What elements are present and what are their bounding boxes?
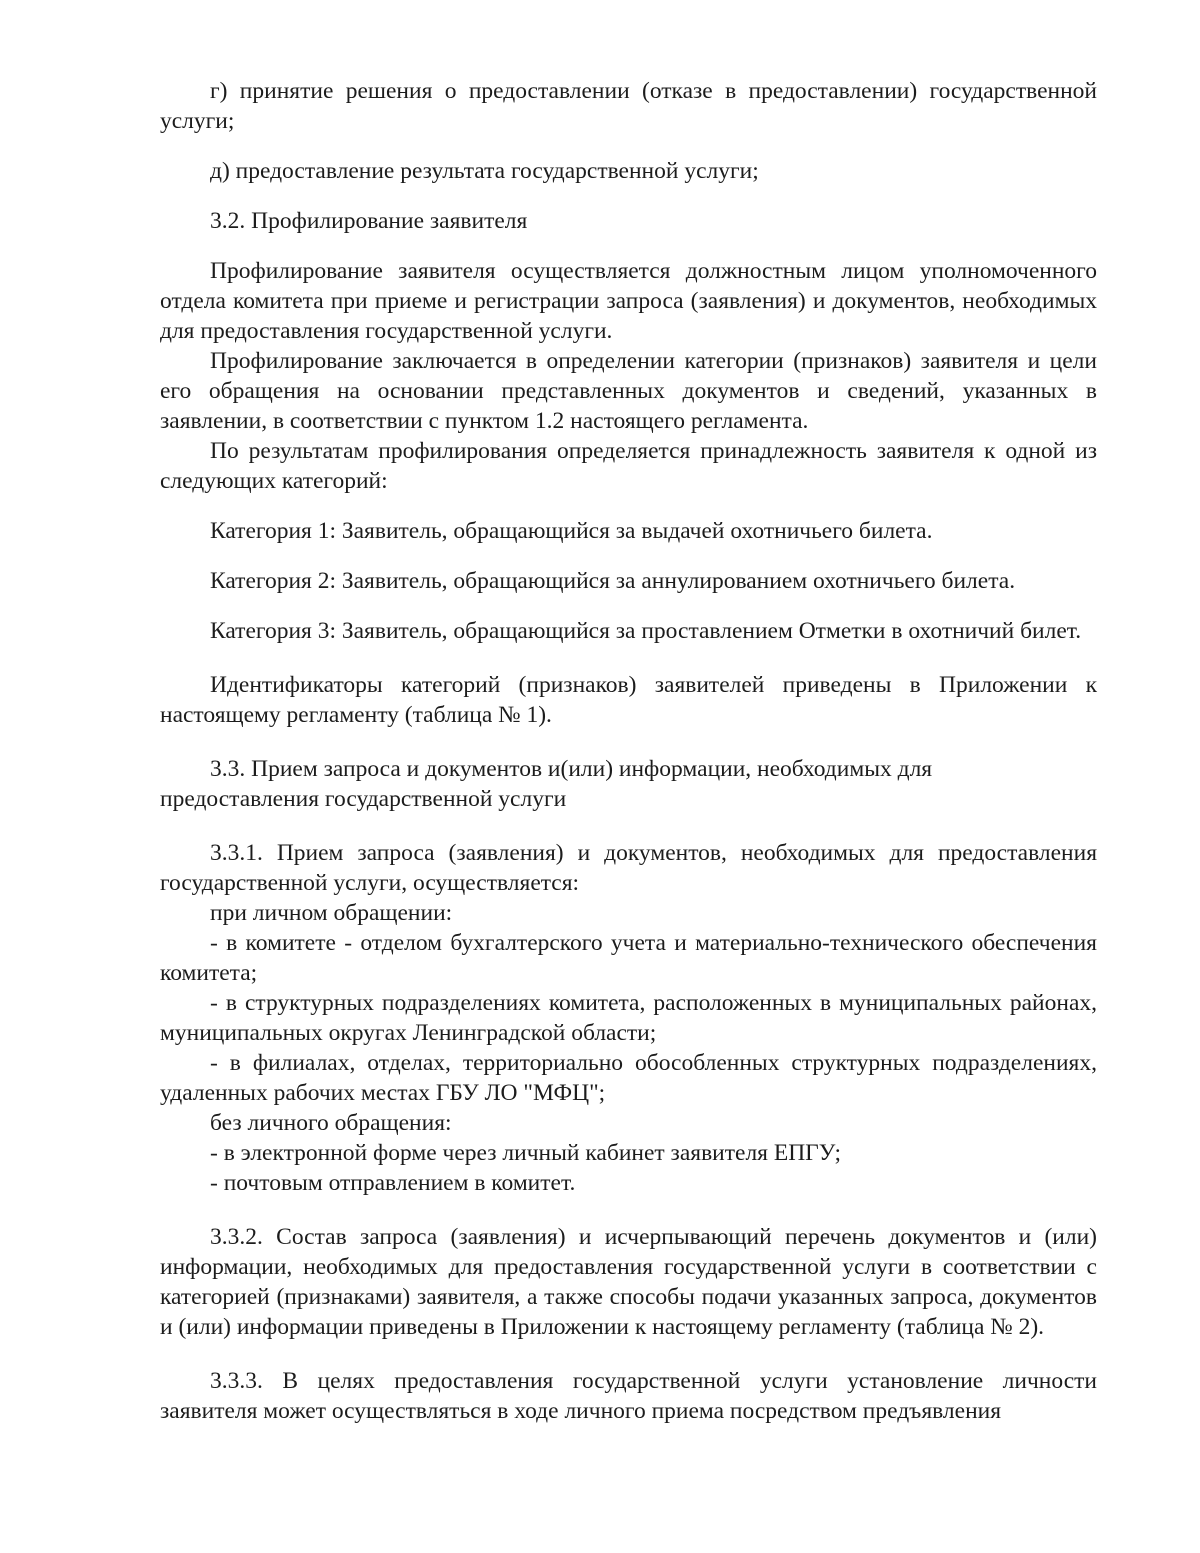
list-item-committee: - в комитете - отделом бухгалтерского учета и материально-технического обеспечения комитета;: [160, 930, 1097, 986]
category-2: Категория 2: Заявитель, обращающийся за аннулированием охотничьего билета.: [210, 568, 1016, 594]
list-item-mail: - почтовым отправлением в комитет.: [210, 1170, 576, 1196]
paragraph-item-d: д) предоставление результата государственной услуги;: [210, 158, 759, 184]
paragraph-profiling-performer: Профилирование заявителя осуществляется должностным лицом уполномоченного отдела комитета при приеме и регистрации запроса (заявления) и документов, необходимых для предоставления государственной услуги.: [160, 258, 1097, 344]
list-item-mfc: - в филиалах, отделах, территориально обособленных структурных подразделениях, удаленных рабочих местах ГБУ ЛО "МФЦ";: [160, 1050, 1097, 1106]
paragraph-profiling-result: По результатам профилирования определяется принадлежность заявителя к одной из следующих категорий:: [160, 438, 1097, 494]
paragraph-item-g: г) принятие решения о предоставлении (отказе в предоставлении) государственной услуги;: [160, 78, 1097, 134]
paragraph-3-3-3: 3.3.3. В целях предоставления государственной услуги установление личности заявителя может осуществляться в ходе личного приема посредством предъявления: [160, 1368, 1097, 1424]
section-heading-3-3: 3.3. Прием запроса и документов и(или) информации, необходимых для: [210, 756, 933, 782]
paragraph-profiling-definition: Профилирование заключается в определении категории (признаков) заявителя и цели его обращения на основании представленных документов и сведений, указанных в заявлении, в соответствии с пунктом 1.2 настоящего регламента.: [160, 348, 1097, 434]
category-1: Категория 1: Заявитель, обращающийся за выдачей охотничьего билета.: [210, 518, 933, 544]
section-heading-3-2: 3.2. Профилирование заявителя: [210, 208, 528, 234]
paragraph-not-in-person: без личного обращения:: [210, 1110, 452, 1136]
list-item-structural-divisions: - в структурных подразделениях комитета, расположенных в муниципальных районах, муниципальных округах Ленинградской области;: [160, 990, 1097, 1046]
section-heading-3-3-continued: предоставления государственной услуги: [160, 786, 567, 812]
paragraph-in-person: при личном обращении:: [210, 900, 453, 926]
category-3: Категория 3: Заявитель, обращающийся за проставлением Отметки в охотничий билет.: [210, 618, 1082, 644]
paragraph-category-identifiers: Идентификаторы категорий (признаков) заявителей приведены в Приложении к настоящему регламенту (таблица № 1).: [160, 672, 1097, 728]
paragraph-3-3-2: 3.3.2. Состав запроса (заявления) и исчерпывающий перечень документов и (или) информации, необходимых для предоставления государственной услуги в соответствии с категорией (признаками) заявителя, а также способы подачи указанных запроса, документов и (или) информации приведены в Приложении к настоящему регламенту (таблица № 2).: [160, 1224, 1097, 1340]
paragraph-3-3-1: 3.3.1. Прием запроса (заявления) и документов, необходимых для предоставления государственной услуги, осуществляется:: [160, 840, 1097, 896]
list-item-epgu: - в электронной форме через личный кабинет заявителя ЕПГУ;: [210, 1140, 842, 1166]
document-body: [160, 76, 1097, 1426]
